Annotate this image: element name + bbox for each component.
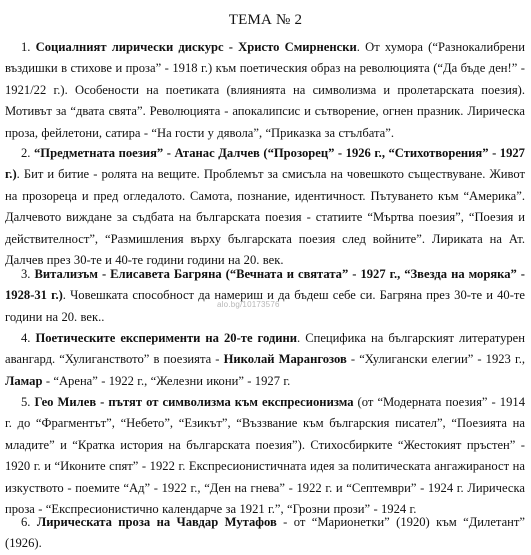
item-text-3: - “Арена” - 1922 г., “Железни икони” - 1927 г. bbox=[42, 373, 291, 388]
list-item bbox=[5, 392, 525, 520]
list-item bbox=[5, 512, 525, 555]
item-text: . Спецификa на българският литературен авангард. “Хулиганството” в поезията - bbox=[5, 331, 525, 367]
item-number: 4. bbox=[21, 331, 31, 345]
item-heading: Гео Милев - пътят от символизма към експресионизма bbox=[34, 395, 354, 409]
item-text: - от “Марионетки” (1920) към “Дилетант” (1926). bbox=[5, 515, 525, 551]
item-number: 2. bbox=[21, 146, 31, 160]
list-item bbox=[5, 37, 525, 144]
item-heading: “Предметната поезия” - Атанас Далчев (“Прозорец” - 1926 г., “Стихотворения” - 1927 г.) bbox=[5, 146, 525, 182]
item-heading: Лирическата проза на Чавдар Мутафов bbox=[36, 515, 277, 529]
item-heading-3: Ламар bbox=[5, 373, 43, 388]
watermark: alo.bg/10173576 bbox=[217, 300, 280, 309]
list-item bbox=[5, 328, 525, 392]
item-heading: Витализъм - Елисавета Багряна (“Вечната и святата” - 1927 г., “Звезда на моряка” - 1928-31 г.) bbox=[5, 267, 525, 303]
list-item bbox=[5, 264, 525, 328]
item-text: . Бит и битие - ролята на вещите. Проблемът за смисъла на човешкото съществуване. Живот на прозореца и пред огледалото. Самота, познание, идентичност. Пътуването към “Америка”. Далчевото виждане за съдбата на българската поезия - статиите “Мъртва поезия”, “Поезия и действителност”, “Размишления върху българската поезия след войните”. Лириката на Ат. Далчев през 30-те и 40-те години години на 20. век. bbox=[5, 167, 525, 268]
item-heading: Социалният лирически дискурс - Христо Смирненски bbox=[35, 40, 357, 54]
item-number: 1. bbox=[21, 40, 31, 54]
item-text: (от “Модерната поезия” - 1914 г. до “Фрагментът”, “Небето”, “Езикът”, “Въззвание към българския писател”, “Поезията на младите” и “Кратка история на българската поезия”). Стихосбирките “Жестокият пръстен” - 1920 г. и “Иконите спят” - 1922 г. Експресионистичната идея за политическата ангажираност на изкуството - поемите “Ад” - 1922 г., “Ден на гнева” - 1922 г. и “Септември” - 1924 г. Лирическа проза - “Експресионистично календарче за 1921 г.”, “Грозни прози” - 1924 г. bbox=[5, 395, 525, 517]
item-text: . Човешката способност да намериш и да бъдеш себе си. Багряна през 30-те и 40-те години на 20. век.. bbox=[5, 288, 526, 324]
item-heading-2: Николай Марангозов bbox=[223, 352, 347, 367]
item-number: 3. bbox=[21, 267, 31, 281]
item-number: 5. bbox=[21, 395, 31, 409]
item-heading: Поетическите експерименти на 20-те години bbox=[35, 331, 298, 345]
item-text-2: - “Хулигански елегии” - 1923 г., bbox=[346, 352, 525, 367]
item-number: 6. bbox=[21, 515, 31, 529]
item-text: . От хумора (“Разнокалибрени въздишки в стихове и проза” - 1918 г.) към поетическия образ на революцията (“Да бъде ден!” - 1921/22 г.). Особености на поетиката (влиянията на символизма и пролетарската поезия). Мотивът за “двата свята”. Революцията - апокалипсис и сътворение, огнен празник. Лирическа проза, фейлетони, сатира - “На гости у дявола”, “Приказка за стълбата”. bbox=[5, 40, 525, 140]
list-item bbox=[5, 143, 525, 271]
page-title: ТЕМА № 2 bbox=[228, 12, 303, 28]
